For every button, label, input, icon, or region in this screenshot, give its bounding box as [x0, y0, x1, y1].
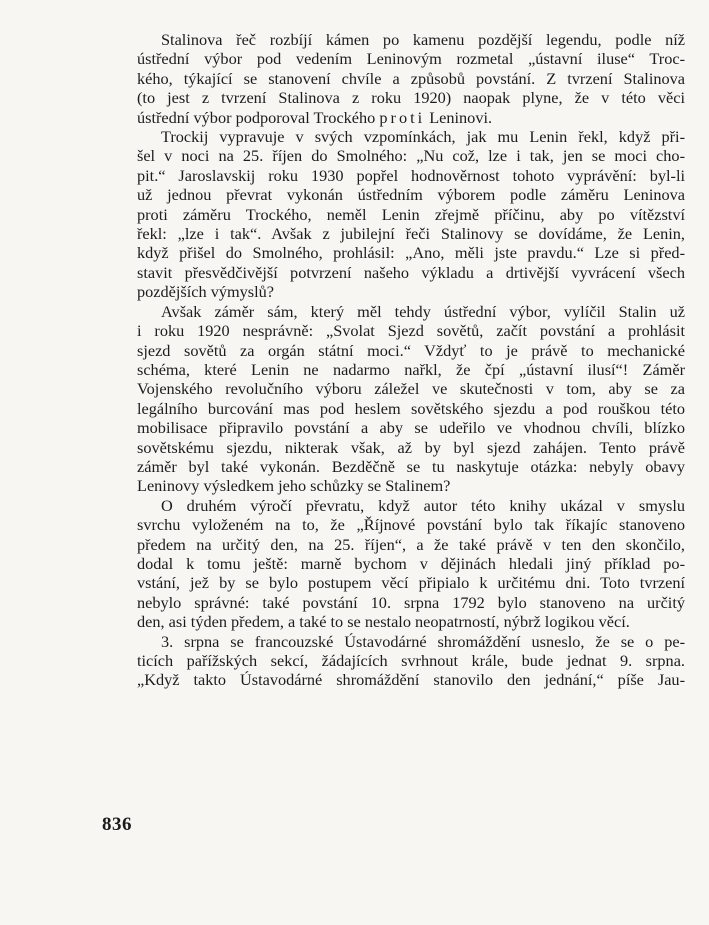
paragraph-1	[137, 30, 685, 127]
text-line: záměr byl také vykonán. Bezděčně se tu naskytuje otázka: nebyly obavy	[137, 456, 685, 476]
emphasis-proti: proti	[379, 107, 426, 127]
text-line-after: Leninovi.	[425, 107, 493, 127]
text-line: nebylo správné: také povstání 10. srpna 1792 bylo stanoveno na určitý	[137, 592, 685, 612]
paragraph-5	[137, 632, 685, 690]
text-line: legálního burcování mas pod heslem sovětského sjezdu a pod rouškou této	[137, 398, 685, 418]
text-line: stavit přesvědčivější potvrzení našeho výkladu a drtivější vyvrácení všech	[137, 262, 685, 282]
text-line: sjezd sovětů za orgán státní moci.“ Vždyť to je právě to mechanické	[137, 340, 685, 360]
text-line: když přišel do Smolného, prohlásil: „Ano, měli jste pravdu.“ Lze si před-	[137, 243, 685, 263]
paragraph-4	[137, 496, 685, 632]
page-number: 836	[102, 814, 132, 835]
text-line: (to jest z tvrzení Stalinova z roku 1920) naopak plyne, že v této věci	[137, 88, 685, 108]
text-line: dodal k tomu ještě: marně bychom v dějinách hledali jiný příklad po-	[137, 553, 685, 573]
text-line: pit.“ Jaroslavskij roku 1930 popřel hodnověrnost tohoto vyprávění: byl-li	[137, 165, 685, 185]
text-line-spaced	[137, 108, 685, 127]
text-line: den, asi týden předem, a také to se nestalo neopatrností, nýbrž logikou věcí.	[137, 612, 630, 632]
text-line: i roku 1920 nesprávně: „Svolat Sjezd sovětů, začít povstání a prohlásit	[137, 321, 685, 341]
text-line: 3. srpna se francouzské Ústavodárné shromáždění usneslo, že se o pe-	[161, 631, 685, 651]
paragraph-3	[137, 302, 685, 496]
text-line: Vojenského revolučního výboru záležel ve skutečnosti v tom, aby se za	[137, 379, 685, 399]
text-line: kého, týkající se stanovení chvíle a způsobů povstání. Z tvrzení Stalinova	[137, 68, 685, 88]
text-line: sovětskému sjezdu, nikterak však, až by byl sjezd zahájen. Tento právě	[137, 437, 685, 457]
text-line: Stalinova řeč rozbíjí kámen po kamenu pozdější legendu, podle níž	[161, 30, 685, 49]
text-line: svrchu vyloženém na to, že „Říjnové povstání bylo tak říkajíc stanoveno	[137, 515, 685, 535]
page-body	[137, 30, 685, 690]
text-line: O druhém výročí převratu, když autor této knihy ukázal v smyslu	[161, 495, 685, 515]
text-line: proti záměru Trockého, neměl Lenin zřejmě příčinu, aby po vítězství	[137, 204, 685, 224]
paragraph-2	[137, 127, 685, 302]
text-line: už jednou převrat vykonán ústředním výborem podle záměru Leninova	[137, 185, 685, 205]
text-line: šel v noci na 25. říjen do Smolného: „Nu což, lze i tak, jen se moci cho-	[137, 146, 685, 166]
text-line: předem na určitý den, na 25. říjen“, a že také právě v ten den skončilo,	[137, 534, 685, 554]
text-line: ticích pařížských sekcí, žádajících svrhnout krále, bude jednat 9. srpna.	[137, 651, 685, 670]
text-line: ústřední výbor pod vedením Leninovým rozmetal „ústavní iluse“ Troc-	[137, 49, 685, 69]
text-line: mobilisace připravilo povstání a aby se udeřilo ve vhodnou chvíli, blízko	[137, 418, 685, 438]
text-line-before: ústřední výbor podporoval Trockého	[137, 107, 380, 127]
text-line: „Když takto Ústavodárné shromáždění stanovilo den jednání,“ píše Jau-	[137, 670, 685, 690]
text-line: Avšak záměr sám, který měl tehdy ústřední výbor, vylíčil Stalin už	[161, 301, 685, 321]
text-line: schéma, které Lenin ne nadarmo nařkl, že čpí „ústavní ilusí“! Záměr	[137, 359, 685, 379]
text-line: Trockij vypravuje v svých vzpomínkách, jak mu Lenin řekl, když při-	[161, 127, 685, 147]
text-line: Leninovy výsledkem jeho schůzky se Stalinem?	[137, 476, 451, 496]
text-line: pozdějších výmyslů?	[137, 282, 275, 302]
text-line: vstání, jež by se bylo postupem věcí připialo k určitému dni. Toto tvrzení	[137, 573, 685, 593]
text-line: řekl: „lze i tak“. Avšak z jubilejní řeči Stalinovy se dovídáme, že Lenin,	[137, 224, 685, 244]
